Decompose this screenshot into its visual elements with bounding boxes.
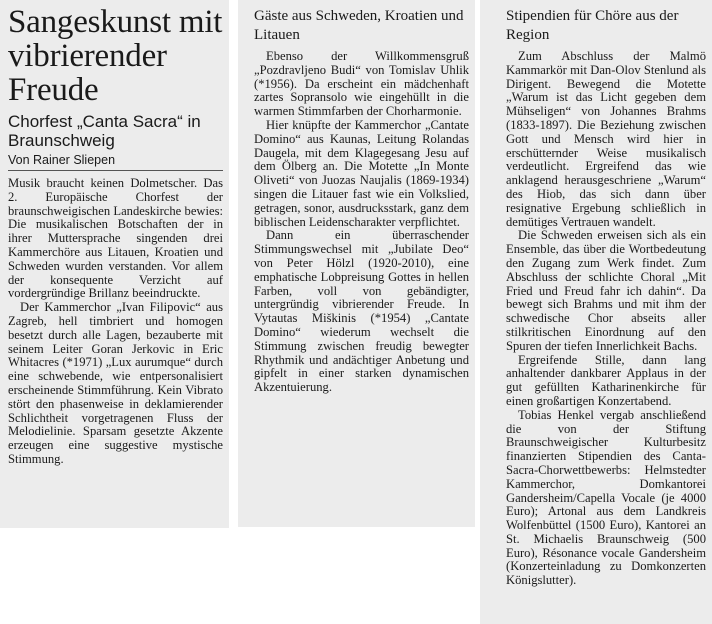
paragraph: Die Schweden erweisen sich als ein Ensemble, das über die Wortbedeutung den Zugang zum Werk findet. Zum Abschluss der schlichte Choral „Mit Fried und Freud fahr ich dahin“. Da bewegt sich Brahms und mit ihm der schwedische Chor abseits aller stilkritischen Einordnung auf den Spuren der tiefen Innerlichkeit Bachs.	[506, 228, 706, 353]
paragraph: Tobias Henkel vergab anschließend die von der Stiftung Braunschweigischer Kulturbesitz finanzierten Stipendien des Canta-Sacra-Chorwettbewerbs: Helmstedter Kammerchor, Domkantorei Gandersheim/Capella Vocale (je 4000 Euro); Artonal aus dem Landkreis Wolfenbüttel (1500 Euro), Kantorei an St. Michaelis Braunschweig (500 Euro), Résonance vocale Gandersheim (Konzerteinladung zu Domkonzerten Königslutter).	[506, 407, 706, 588]
section-heading: Gäste aus Schweden, Kroatien und Litauen	[254, 8, 464, 43]
section-heading: Stipendien für Chöre aus der Region	[506, 8, 679, 43]
paragraph: Hier knüpfte der Kammerchor „Cantate Domino“ aus Kaunas, Leitung Rolandas Daugela, mit dem Klagegesang Jesu auf dem Ölberg an. Die Motette „In Monte Oliveti“ von Juozas Naujalis (1869-1934) singen die Litauer fast wie ein Volkslied, getragen, sonor, ausdrucksstark, ganz dem biblischen Leidenscharakter verpflichtet.	[254, 117, 469, 229]
paragraph: Der Kammerchor „Ivan Filipovic“ aus Zagreb, hell timbriert und homogen besetzt durch alle Lagen, bezauberte mit seinem Leiter Goran Jerkovic in Eric Whitacres (*1971) „Lux aurumque“ durch eine schwebende, wie entpersonalisiert erscheinende Stimmführung. Kein Vibrato stört den phasenweise in deklamierender Schlichtheit vorgetragenen Fluss der Melodielinie. Sparsam gesetzte Akzente erzeugen eine suggestive mystische Stimmung.	[8, 300, 223, 466]
paragraph: Musik braucht keinen Dolmetscher. Das 2. Europäische Chorfest der braunschweigischen Landeskirche bewies: Die musikalischen Botschaften der in ihrer Muttersprache singenden drei Kammerchöre aus Litauen, Kroatien und Schweden wurden verstanden. Vor allem der konsequente Verzicht auf vordergründige Brillanz beeindruckte.	[8, 176, 223, 301]
paragraph: Dann ein überraschender Stimmungswechsel mit „Jubilate Deo“ von Peter Hölzl (1920-2010), eine emphatische Lobpreisung Gottes in hellen Farben, voll von gebändigter, untergründig vibrierender Freude. In Vytautas Miškinis (*1954) „Cantate Domino“ wiederum wechselt die Stimmung zwischen freudig bewegter Rhythmik und andächtiger Anbetung und gipfelt in einer starken dynamischen Akzentuierung.	[254, 228, 469, 395]
paragraph: Ebenso der Willkommensgruß „Pozdravljeno Budi“ von Tomislav Uhlik (*1956). Da erscheint ein mädchenhaft zartes Sopransolo wie eingehüllt in die warmen Stimmfarben der Chorharmonie.	[254, 49, 469, 119]
byline: Von Rainer Sliepen	[8, 152, 223, 171]
article-column-2	[238, 0, 475, 527]
article-column-1	[0, 0, 229, 528]
paragraph: Ergreifende Stille, dann lang anhaltender dankbarer Applaus in der gut gefüllten Katharinenkirche für einen großartigen Konzertabend.	[506, 352, 706, 408]
headline: Sangeskunst mit vibrierender Freude	[8, 4, 223, 108]
subheadline: Chorfest „Canta Sacra“ in Braunschweig	[8, 112, 201, 150]
paragraph: Zum Abschluss der Malmö Kammarkör mit Dan-Olov Stenlund als Dirigent. Bewegend die Motette „Warum ist das Licht gegeben dem Mühseligen“ von Johannes Brahms (1833-1897). Die Beziehung zwischen Gott und Mensch wird hier in erschütternder Weise musikalisch verdeutlicht. Ergreifend das wie anklagend herausgeschriene „Warum“ des Hiob, das sich dann über resignative Ergebung schließlich in demütiges Vertrauen wandelt.	[506, 49, 706, 229]
article-column-3	[480, 0, 712, 624]
